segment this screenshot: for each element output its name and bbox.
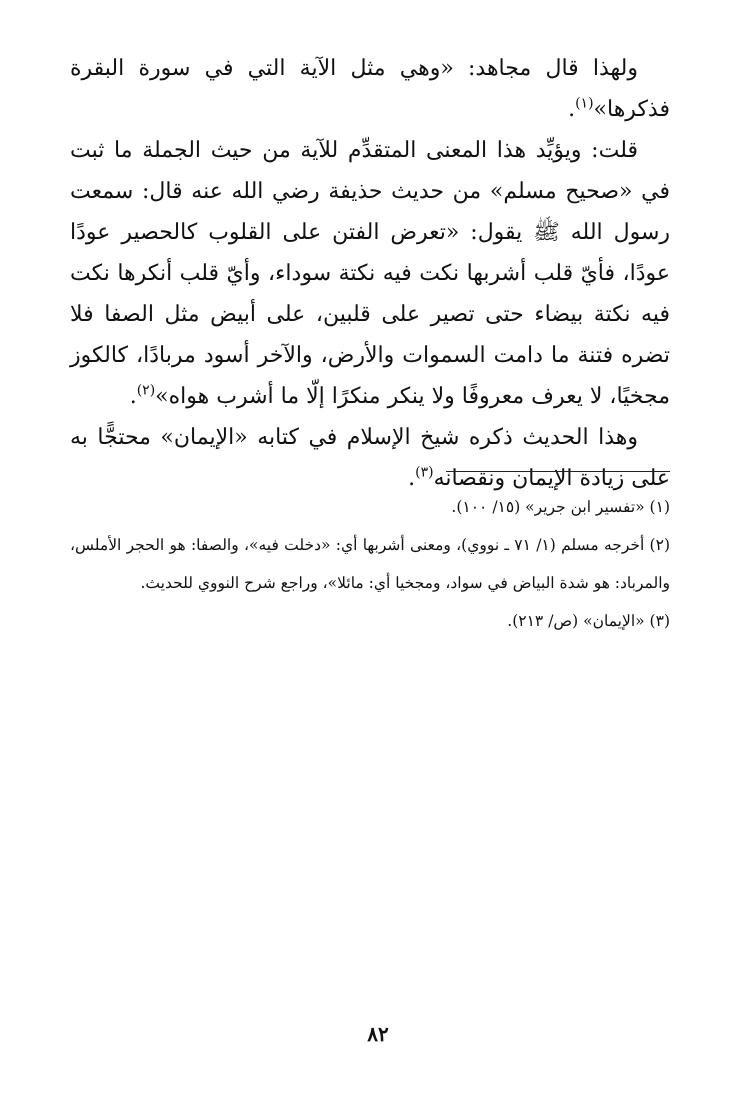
page-number: ٨٢	[367, 1022, 389, 1046]
paragraph-2-text: قلت: ويؤيِّد هذا المعنى المتقدِّم للآية من حيث الجملة ما ثبت في «صحيح مسلم» من حديث حذيفة رضي الله عنه قال: سمعت رسول الله ﷺ يقول: «تعرض الفتن على القلوب كالحصير عودًا عودًا، فأيّ قلب أشربها نكت فيه نكتة سوداء، وأيّ قلب أنكرها نكت فيه نكتة بيضاء حتى تصير على قلبين، على أبيض مثل الصفا فلا تضره فتنة ما دامت السموات والأرض، والآخر أسود مربادًا، كالكوز مجخيًا، لا يعرف معروفًا ولا ينكر منكرًا إلّا ما أشرب هواه»	[70, 138, 670, 409]
footnotes	[70, 488, 670, 640]
footnote-ref-1[interactable]: (١)	[575, 95, 594, 112]
paragraph-1-text: ولهذا قال مجاهد: «وهي مثل الآية التي في سورة البقرة فذكرها»	[70, 56, 670, 122]
footnote-2: (٢) أخرجه مسلم (١/ ٧١ ـ نووي)، ومعنى أشربها أي: «دخلت فيه»، والصفا: هو الحجر الأملس، والمرباد: هو شدة البياض في سواد، ومجخيا أي: مائلا»، وراجع شرح النووي للحديث.	[70, 536, 670, 592]
footnote-1: (١) «تفسير ابن جرير» (١٥/ ١٠٠).	[451, 498, 670, 516]
paragraph-3-text: وهذا الحديث ذكره شيخ الإسلام في كتابه «الإيمان» محتجًّا به على زيادة الإيمان ونقصانه	[70, 425, 670, 491]
footnote-ref-2[interactable]: (٢)	[136, 382, 156, 399]
paragraph-1-tail: .	[568, 97, 576, 122]
paragraph-2-tail: .	[129, 384, 137, 409]
footnote-separator	[446, 471, 670, 472]
paragraph-1	[70, 48, 670, 130]
footnote-ref-3[interactable]: (٣)	[415, 464, 434, 481]
paragraph-3	[70, 417, 670, 499]
main-text	[70, 48, 670, 499]
paragraph-3-tail: .	[408, 466, 416, 491]
paragraph-2	[70, 130, 670, 417]
footnote-3: (٣) «الإيمان» (ص/ ٢١٣).	[507, 612, 670, 630]
